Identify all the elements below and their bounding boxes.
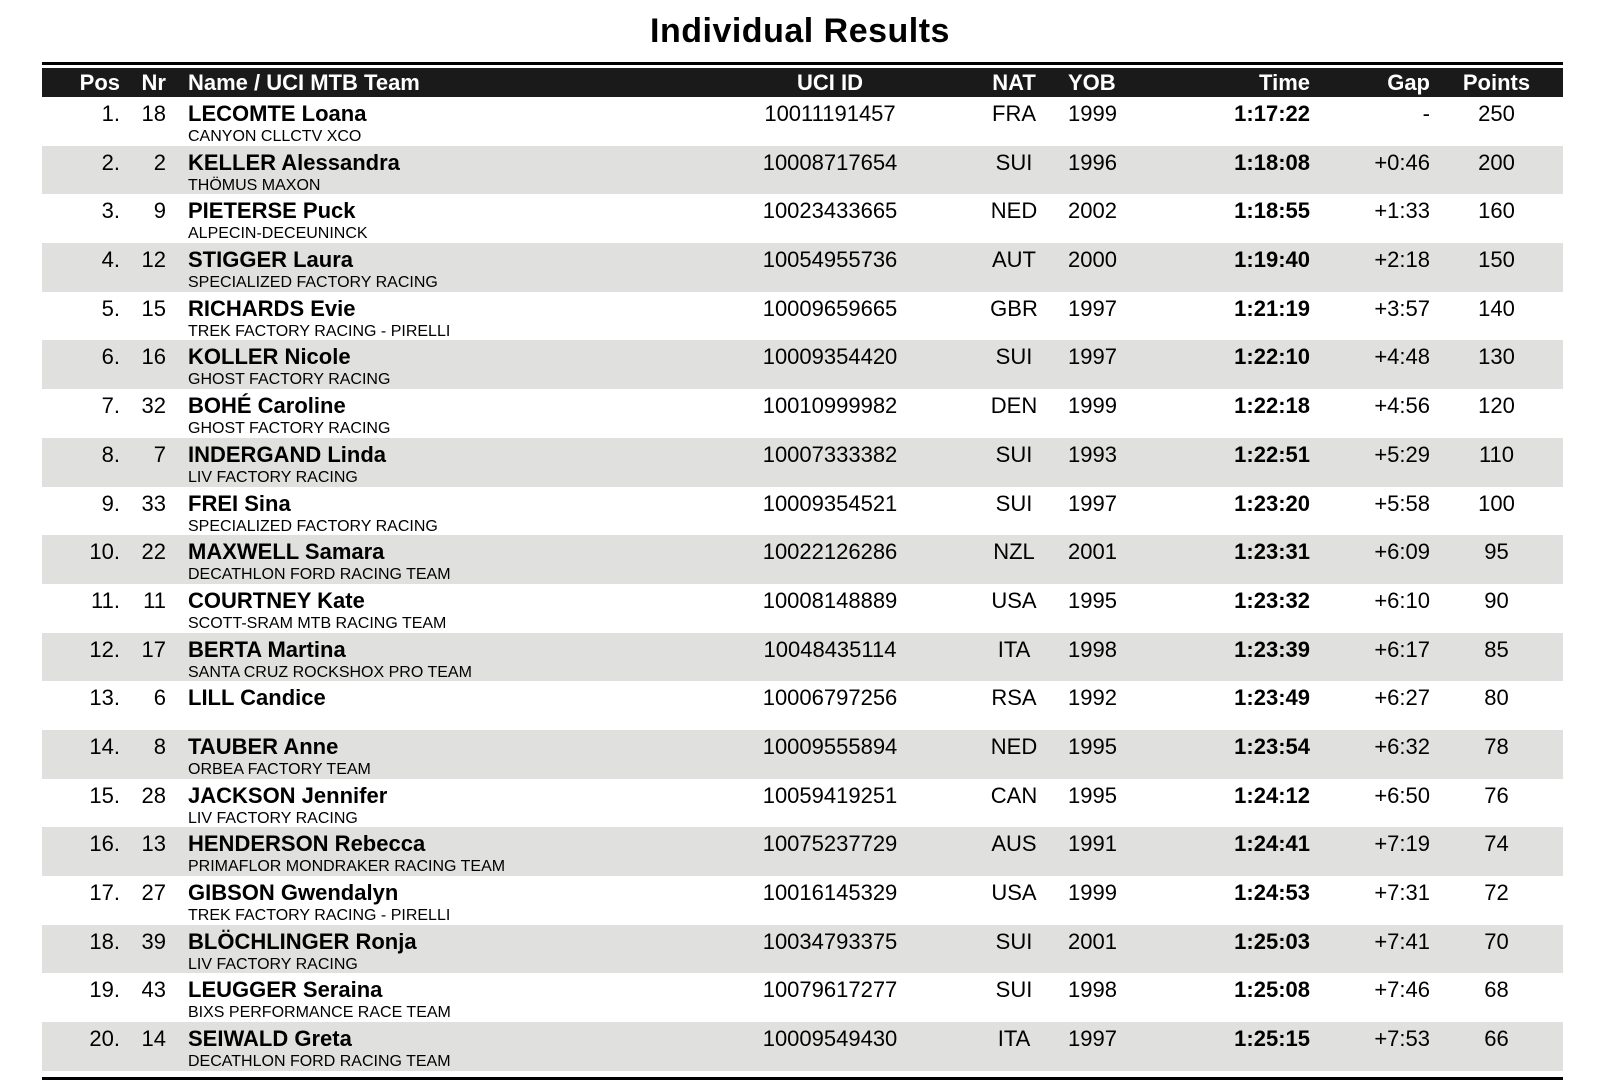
nr-cell: 28 <box>141 782 166 808</box>
pos-cell: 13. <box>89 685 120 711</box>
team-name: SPECIALIZED FACTORY RACING <box>188 274 438 292</box>
table-row <box>42 925 1563 974</box>
team-name <box>188 710 700 712</box>
pos-cell: 4. <box>101 247 120 273</box>
nr-cell: 6 <box>153 685 166 711</box>
pos-cell: 1. <box>101 101 120 126</box>
table-row <box>42 97 1563 146</box>
yob-cell: 1997 <box>1068 295 1117 321</box>
points-cell: 90 <box>1484 587 1509 613</box>
name-cell <box>166 194 700 243</box>
uci-id-cell: 10009354420 <box>762 344 898 370</box>
team-name: PRIMAFLOR MONDRAKER RACING TEAM <box>188 858 506 876</box>
name-cell <box>166 535 700 584</box>
rider-name: LEUGGER Seraina <box>188 977 383 1003</box>
name-cell <box>166 438 700 487</box>
nat-cell: DEN <box>990 393 1038 419</box>
gap-cell: +5:29 <box>1374 441 1430 467</box>
gap-cell: - <box>1422 101 1430 126</box>
nat-cell: ITA <box>997 1026 1031 1052</box>
table-row <box>42 389 1563 438</box>
points-cell: 140 <box>1478 295 1515 321</box>
header-cell-time: Time <box>1259 69 1310 95</box>
rider-name: BERTA Martina <box>188 636 346 662</box>
header-cell-name: Name / UCI MTB Team <box>188 69 420 95</box>
time-cell: 1:22:51 <box>1234 441 1310 467</box>
points-cell: 66 <box>1484 1026 1509 1052</box>
gap-cell: +4:56 <box>1374 393 1430 419</box>
nat-cell: CAN <box>990 782 1038 808</box>
time-cell: 1:24:12 <box>1234 782 1310 808</box>
header-cell-nr: Nr <box>141 69 166 95</box>
yob-cell: 2001 <box>1068 539 1117 565</box>
gap-cell: +7:46 <box>1374 977 1430 1003</box>
time-cell: 1:17:22 <box>1234 101 1310 126</box>
header-cell-gap: Gap <box>1387 69 1430 95</box>
table-row <box>42 779 1563 828</box>
rider-name: PIETERSE Puck <box>188 198 356 224</box>
nat-cell: FRA <box>992 101 1036 126</box>
uci-id-cell: 10075237729 <box>762 831 898 857</box>
header-cell-nat: NAT <box>992 69 1036 95</box>
gap-cell: +7:19 <box>1374 831 1430 857</box>
rider-name: KELLER Alessandra <box>188 149 400 175</box>
table-row <box>42 340 1563 389</box>
points-cell: 250 <box>1478 101 1515 126</box>
rider-name: STIGGER Laura <box>188 247 354 273</box>
yob-cell: 1999 <box>1068 393 1117 419</box>
nat-cell: SUI <box>995 441 1033 467</box>
name-cell <box>166 97 700 146</box>
time-cell: 1:21:19 <box>1234 295 1310 321</box>
pos-cell: 9. <box>101 490 120 516</box>
rider-name: SEIWALD Greta <box>188 1026 352 1052</box>
nat-cell: SUI <box>995 344 1033 370</box>
yob-cell: 1998 <box>1068 977 1117 1003</box>
uci-id-cell: 10009659665 <box>762 295 898 321</box>
time-cell: 1:25:03 <box>1234 928 1310 954</box>
yob-cell: 1997 <box>1068 344 1117 370</box>
yob-cell: 1998 <box>1068 636 1117 662</box>
points-cell: 95 <box>1484 539 1509 565</box>
points-cell: 76 <box>1484 782 1509 808</box>
nr-cell: 22 <box>141 539 166 565</box>
nat-cell: USA <box>991 587 1037 613</box>
nat-cell: RSA <box>991 685 1037 711</box>
name-cell <box>166 389 700 438</box>
table-header-row <box>42 68 1563 97</box>
gap-cell: +3:57 <box>1374 295 1430 321</box>
nat-cell: SUI <box>995 149 1033 175</box>
nat-cell: NED <box>990 198 1038 224</box>
pos-cell: 19. <box>89 977 120 1003</box>
pos-cell: 15. <box>89 782 120 808</box>
points-cell: 100 <box>1478 490 1515 516</box>
pos-cell: 18. <box>89 928 120 954</box>
team-name: SPECIALIZED FACTORY RACING <box>188 517 438 535</box>
points-cell: 85 <box>1484 636 1509 662</box>
table-row <box>42 1022 1563 1071</box>
time-cell: 1:23:39 <box>1234 636 1310 662</box>
name-cell <box>166 681 700 730</box>
nr-cell: 43 <box>141 977 166 1003</box>
yob-cell: 1999 <box>1068 101 1117 126</box>
table-row <box>42 535 1563 584</box>
nr-cell: 11 <box>143 587 166 613</box>
team-name: TREK FACTORY RACING - PIRELLI <box>188 907 451 924</box>
yob-cell: 1996 <box>1068 149 1117 175</box>
gap-cell: +4:48 <box>1374 344 1430 370</box>
rider-name: KOLLER Nicole <box>188 344 351 370</box>
gap-cell: +5:58 <box>1374 490 1430 516</box>
table-row <box>42 243 1563 292</box>
team-name: DECATHLON FORD RACING TEAM <box>188 1053 451 1071</box>
team-name: GHOST FACTORY RACING <box>188 371 391 389</box>
time-cell: 1:25:15 <box>1234 1026 1310 1052</box>
name-cell <box>166 973 700 1022</box>
team-name: LIV FACTORY RACING <box>188 468 358 486</box>
name-cell <box>166 340 700 389</box>
results-table <box>42 62 1563 1080</box>
team-name: LIV FACTORY RACING <box>188 809 358 827</box>
pos-cell: 7. <box>101 393 120 419</box>
points-cell: 80 <box>1484 685 1509 711</box>
name-cell <box>166 876 700 925</box>
pos-cell: 17. <box>89 880 120 905</box>
header-cell-pos: Pos <box>79 69 120 95</box>
time-cell: 1:23:32 <box>1234 587 1310 613</box>
team-name: GHOST FACTORY RACING <box>188 420 391 438</box>
uci-id-cell: 10010999982 <box>762 393 898 419</box>
name-cell <box>166 1022 700 1071</box>
yob-cell: 2001 <box>1068 928 1117 954</box>
name-cell <box>166 925 700 974</box>
nat-cell: SUI <box>995 928 1033 954</box>
nr-cell: 8 <box>153 733 166 759</box>
rider-name: RICHARDS Evie <box>188 295 356 321</box>
time-cell: 1:24:41 <box>1234 831 1310 857</box>
uci-id-cell: 10008148889 <box>762 587 898 613</box>
yob-cell: 1999 <box>1068 880 1117 905</box>
uci-id-cell: 10023433665 <box>762 198 898 224</box>
name-cell <box>166 292 700 341</box>
rider-name: COURTNEY Kate <box>188 587 365 613</box>
page-title: Individual Results <box>650 12 950 50</box>
time-cell: 1:23:31 <box>1234 539 1310 565</box>
team-name: SANTA CRUZ ROCKSHOX PRO TEAM <box>188 663 472 681</box>
rider-name: GIBSON Gwendalyn <box>188 880 399 905</box>
nat-cell: NZL <box>993 539 1035 565</box>
uci-id-cell: 10079617277 <box>762 977 898 1003</box>
yob-cell: 1991 <box>1068 831 1117 857</box>
yob-cell: 2002 <box>1068 198 1117 224</box>
yob-cell: 2000 <box>1068 247 1117 273</box>
nat-cell: SUI <box>995 977 1033 1003</box>
name-cell <box>166 146 700 195</box>
name-cell <box>166 730 700 779</box>
nr-cell: 14 <box>141 1026 166 1052</box>
table-row <box>42 584 1563 633</box>
nr-cell: 13 <box>141 831 166 857</box>
yob-cell: 1995 <box>1068 733 1117 759</box>
yob-cell: 1995 <box>1068 782 1117 808</box>
time-cell: 1:22:10 <box>1234 344 1310 370</box>
rider-name: TAUBER Anne <box>188 733 339 759</box>
gap-cell: +1:33 <box>1374 198 1430 224</box>
uci-id-cell: 10059419251 <box>762 782 898 808</box>
time-cell: 1:24:53 <box>1234 880 1310 905</box>
yob-cell: 1992 <box>1068 685 1117 711</box>
header-cell-points: Points <box>1462 69 1531 95</box>
time-cell: 1:23:54 <box>1234 733 1310 759</box>
yob-cell: 1993 <box>1068 441 1117 467</box>
nat-cell: AUS <box>991 831 1037 857</box>
time-cell: 1:19:40 <box>1234 247 1310 273</box>
table-row <box>42 146 1563 195</box>
name-cell <box>166 827 700 876</box>
team-name: SCOTT-SRAM MTB RACING TEAM <box>188 614 447 632</box>
time-cell: 1:22:18 <box>1234 393 1310 419</box>
rider-name: LILL Candice <box>188 685 326 711</box>
points-cell: 70 <box>1484 928 1509 954</box>
header-cell-yob: YOB <box>1068 69 1116 95</box>
table-bottom-rule <box>42 1077 1563 1080</box>
points-cell: 68 <box>1484 977 1509 1003</box>
uci-id-cell: 10016145329 <box>762 880 898 905</box>
table-row <box>42 292 1563 341</box>
points-cell: 72 <box>1484 880 1509 905</box>
time-cell: 1:18:08 <box>1234 149 1310 175</box>
rider-name: MAXWELL Samara <box>188 539 385 565</box>
rider-name: INDERGAND Linda <box>188 441 386 467</box>
pos-cell: 12. <box>89 636 120 662</box>
uci-id-cell: 10048435114 <box>763 636 897 662</box>
rider-name: HENDERSON Rebecca <box>188 831 426 857</box>
rider-name: BOHÉ Caroline <box>188 393 346 419</box>
points-cell: 130 <box>1478 344 1515 370</box>
pos-cell: 3. <box>101 198 120 224</box>
gap-cell: +6:10 <box>1374 587 1430 613</box>
pos-cell: 2. <box>101 149 120 175</box>
gap-cell: +6:27 <box>1374 685 1430 711</box>
gap-cell: +0:46 <box>1374 149 1430 175</box>
points-cell: 110 <box>1478 441 1515 467</box>
team-name: THÖMUS MAXON <box>188 176 321 194</box>
nat-cell: NED <box>990 733 1038 759</box>
nr-cell: 27 <box>141 880 166 905</box>
nr-cell: 2 <box>153 149 166 175</box>
time-cell: 1:18:55 <box>1234 198 1310 224</box>
yob-cell: 1997 <box>1068 1026 1117 1052</box>
name-cell <box>166 584 700 633</box>
team-name: ORBEA FACTORY TEAM <box>188 760 371 778</box>
points-cell: 74 <box>1484 831 1509 857</box>
yob-cell: 1997 <box>1068 490 1117 516</box>
nr-cell: 9 <box>153 198 166 224</box>
uci-id-cell: 10009555894 <box>762 733 898 759</box>
table-row <box>42 730 1563 779</box>
gap-cell: +6:50 <box>1374 782 1430 808</box>
team-name: ALPECIN-DECEUNINCK <box>188 225 368 243</box>
table-row <box>42 194 1563 243</box>
name-cell <box>166 243 700 292</box>
pos-cell: 8. <box>101 441 120 467</box>
name-cell <box>166 633 700 682</box>
points-cell: 120 <box>1478 393 1515 419</box>
nr-cell: 17 <box>141 636 166 662</box>
nr-cell: 12 <box>141 247 166 273</box>
team-name: DECATHLON FORD RACING TEAM <box>188 566 451 584</box>
uci-id-cell: 10034793375 <box>762 928 898 954</box>
team-name: LIV FACTORY RACING <box>188 955 358 973</box>
name-cell <box>166 487 700 536</box>
pos-cell: 20. <box>89 1026 120 1052</box>
pos-cell: 14. <box>89 733 120 759</box>
table-row <box>42 487 1563 536</box>
uci-id-cell: 10054955736 <box>762 247 898 273</box>
gap-cell: +7:31 <box>1374 880 1430 905</box>
nat-cell: GBR <box>990 295 1038 321</box>
points-cell: 150 <box>1478 247 1515 273</box>
uci-id-cell: 10007333382 <box>762 441 898 467</box>
rider-name: FREI Sina <box>188 490 291 516</box>
points-cell: 200 <box>1478 149 1515 175</box>
rider-name: JACKSON Jennifer <box>188 782 388 808</box>
table-row <box>42 438 1563 487</box>
gap-cell: +7:41 <box>1374 928 1430 954</box>
points-cell: 78 <box>1484 733 1509 759</box>
results-rows <box>42 97 1563 1071</box>
rider-name: BLÖCHLINGER Ronja <box>188 928 417 954</box>
time-cell: 1:23:20 <box>1234 490 1310 516</box>
uci-id-cell: 10006797256 <box>762 685 898 711</box>
pos-cell: 5. <box>101 295 120 321</box>
gap-cell: +6:32 <box>1374 733 1430 759</box>
points-cell: 160 <box>1478 198 1515 224</box>
uci-id-cell: 10011191457 <box>764 101 896 126</box>
table-row <box>42 973 1563 1022</box>
nr-cell: 18 <box>141 101 166 126</box>
table-row <box>42 876 1563 925</box>
nat-cell: AUT <box>992 247 1036 273</box>
header-cell-uci-id: UCI ID <box>797 69 863 95</box>
nat-cell: USA <box>991 880 1037 905</box>
pos-cell: 6. <box>101 344 120 370</box>
team-name: CANYON CLLCTV XCO <box>188 128 362 145</box>
team-name: BIXS PERFORMANCE RACE TEAM <box>188 1004 451 1022</box>
table-row <box>42 827 1563 876</box>
nr-cell: 33 <box>141 490 166 516</box>
gap-cell: +7:53 <box>1374 1026 1430 1052</box>
uci-id-cell: 10022126286 <box>762 539 898 565</box>
nat-cell: ITA <box>997 636 1031 662</box>
yob-cell: 1995 <box>1068 587 1117 613</box>
gap-cell: +2:18 <box>1374 247 1430 273</box>
name-cell <box>166 779 700 828</box>
table-row <box>42 681 1563 730</box>
rider-name: LECOMTE Loana <box>188 101 367 126</box>
pos-cell: 10. <box>89 539 120 565</box>
uci-id-cell: 10009549430 <box>762 1026 898 1052</box>
nr-cell: 15 <box>141 295 166 321</box>
pos-cell: 16. <box>89 831 120 857</box>
time-cell: 1:23:49 <box>1234 685 1310 711</box>
team-name: TREK FACTORY RACING - PIRELLI <box>188 322 451 340</box>
gap-cell: +6:09 <box>1374 539 1430 565</box>
gap-cell: +6:17 <box>1374 636 1430 662</box>
nr-cell: 7 <box>153 441 166 467</box>
nat-cell: SUI <box>995 490 1033 516</box>
nr-cell: 16 <box>141 344 166 370</box>
time-cell: 1:25:08 <box>1234 977 1310 1003</box>
uci-id-cell: 10008717654 <box>762 149 898 175</box>
pos-cell: 11. <box>91 587 120 613</box>
nr-cell: 32 <box>141 393 166 419</box>
table-row <box>42 633 1563 682</box>
nr-cell: 39 <box>141 928 166 954</box>
uci-id-cell: 10009354521 <box>762 490 898 516</box>
